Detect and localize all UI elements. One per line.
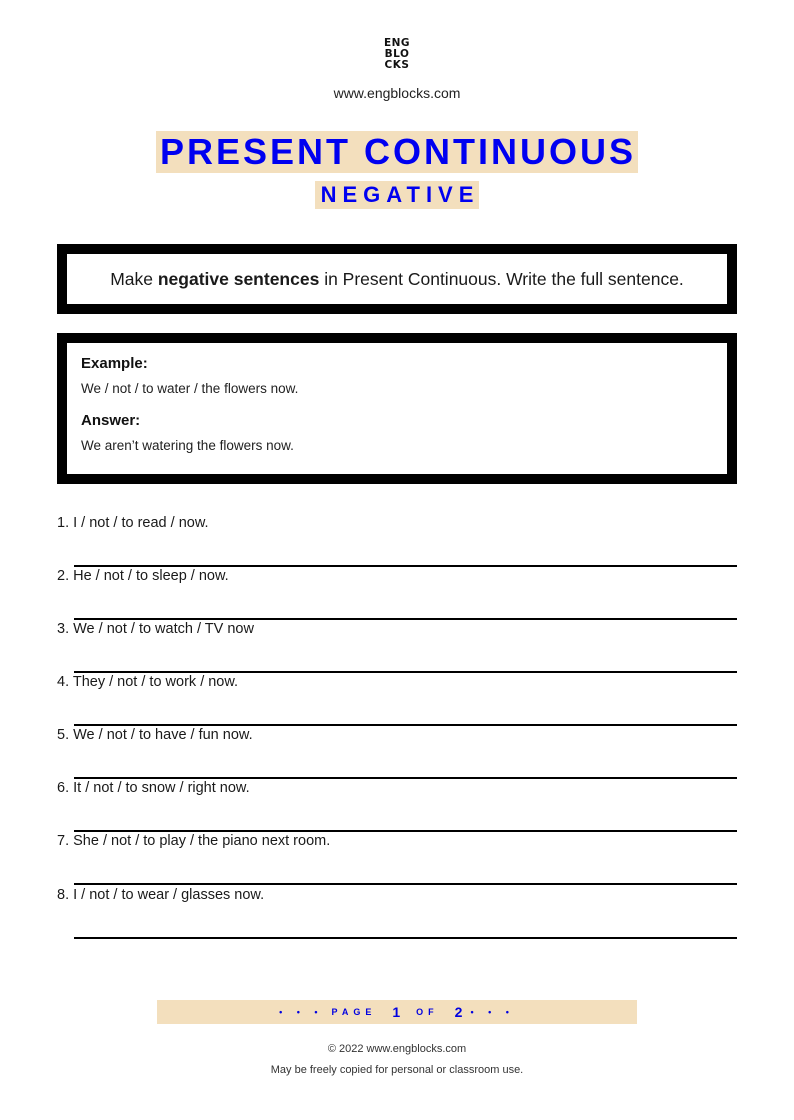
page-indicator [157,1000,637,1024]
title-wrap [0,131,794,173]
exercise-item [57,567,737,620]
exercise-prompt: 6. It / not / to snow / right now. [57,780,250,796]
example-label: Example: [81,355,148,372]
logo [0,38,794,72]
exercise-prompt: 8. I / not / to wear / glasses now. [57,887,265,903]
exercise-prompt: 3. We / not / to watch / TV now [57,621,254,637]
exercise-item [57,726,737,779]
exercise-prompt: 2. He / not / to sleep / now. [57,568,229,584]
pager-total-pages: 2 [454,1004,463,1020]
exercise-prompt: 7. She / not / to play / the piano next room. [57,833,331,849]
site-url: www.engblocks.com [333,85,461,101]
exercise-item [57,514,737,567]
instruction-text [110,269,684,290]
page-title: PRESENT CONTINUOUS [156,131,638,173]
engblocks-logo-mark [384,38,410,71]
exercise-item [57,620,737,673]
pager-dots-left: • • • [279,1007,324,1017]
answer-label: Answer: [81,412,141,429]
instruction-suffix: in Present Continuous. Write the full sentence. [319,268,684,289]
exercise-item [57,832,737,885]
copyright: © 2022 www.engblocks.com [327,1043,467,1055]
logo-line: CKS [384,59,410,71]
pager-page-word: PAGE [331,1007,377,1017]
exercise-prompt: 4. They / not / to work / now. [57,674,239,690]
instruction-prefix: Make [110,268,158,289]
logo-line: BLO [384,48,410,60]
page-subtitle: NEGATIVE [315,181,480,209]
instruction-box [57,244,737,314]
pager-of-word: OF [416,1007,439,1017]
exercise-item [57,779,737,832]
pager-dots-right: • • • [470,1007,515,1017]
exercise-prompt: 5. We / not / to have / fun now. [57,727,253,743]
example-text: We / not / to water / the flowers now. [81,381,299,396]
subtitle-wrap [0,181,794,209]
example-box [57,333,737,484]
pager-current-page: 1 [392,1004,401,1020]
answer-text: We aren’t watering the flowers now. [81,438,294,453]
license-note: May be freely copied for personal or classroom use. [270,1064,524,1076]
logo-line: ENG [383,37,411,49]
answer-line[interactable] [74,937,737,939]
exercise-item [57,886,737,939]
exercise-prompt: 1. I / not / to read / now. [57,515,209,531]
answer-line[interactable] [74,883,737,885]
instruction-bold: negative sentences [157,268,320,289]
exercise-item [57,673,737,726]
